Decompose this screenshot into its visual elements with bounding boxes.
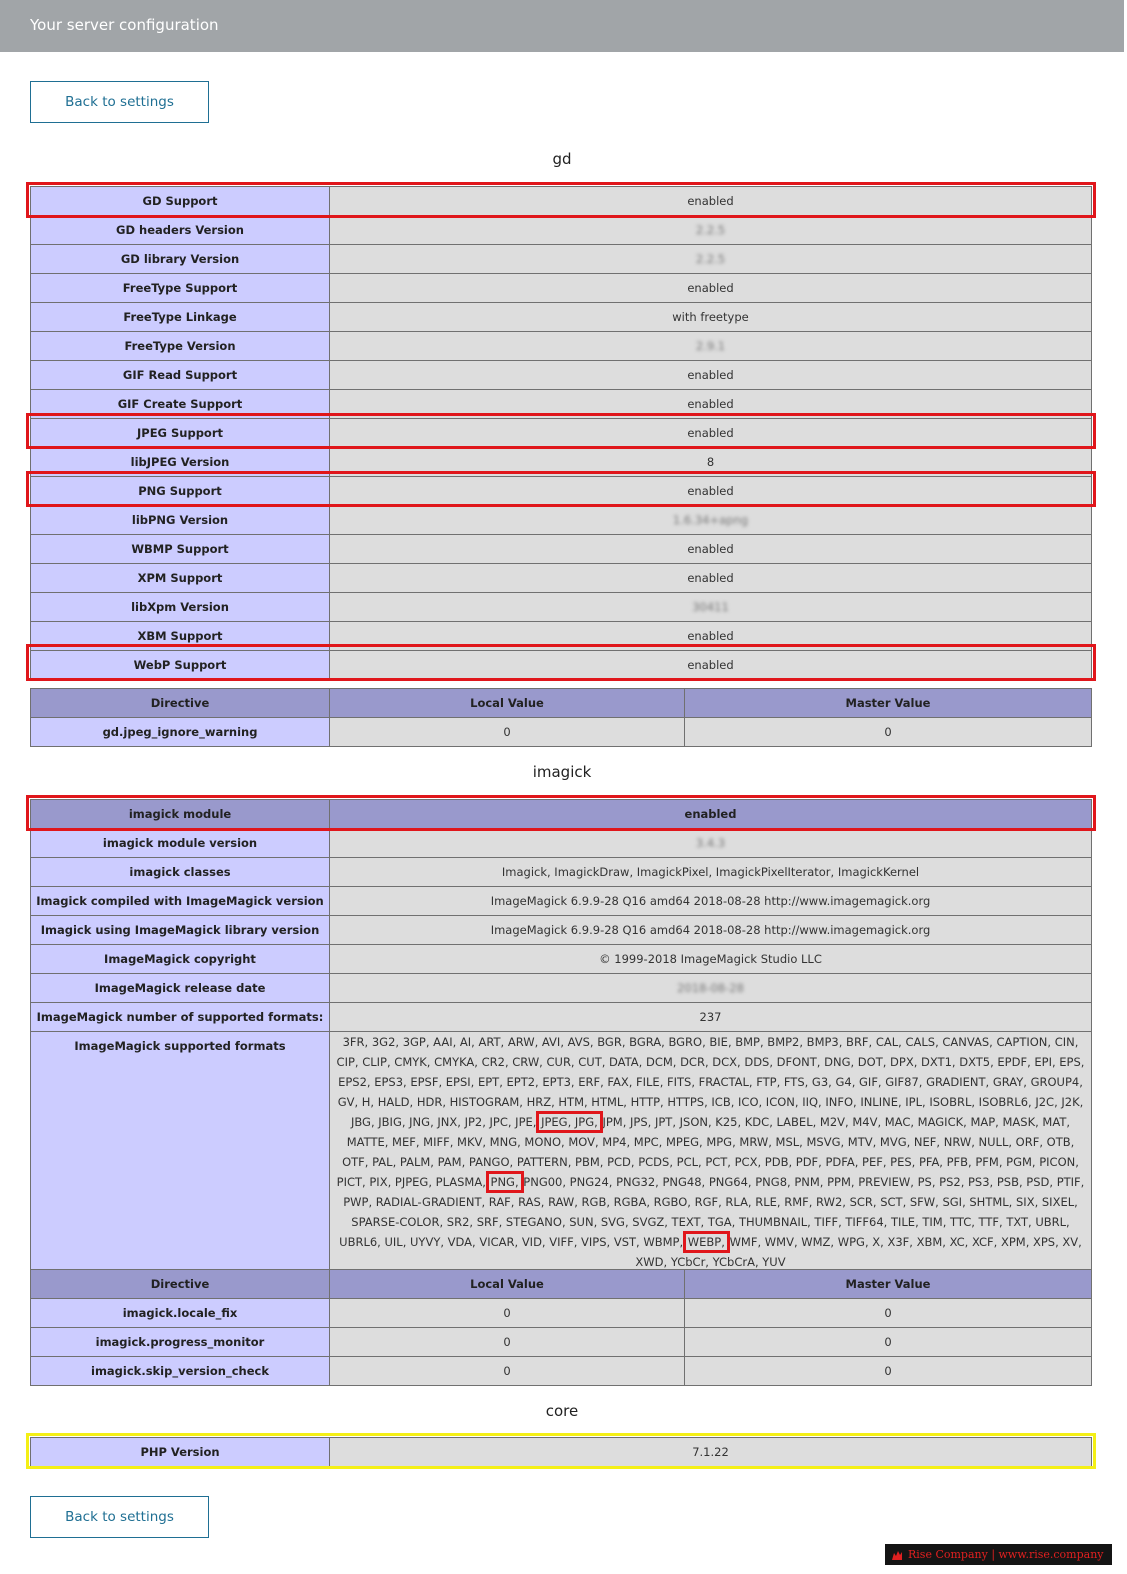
page-header [0, 0, 1124, 52]
row-key: XPM Support [31, 564, 330, 593]
gd-info-table [30, 186, 1092, 680]
section-title-imagick: imagick [532, 763, 592, 781]
formats-key: ImageMagick supported formats [31, 1032, 330, 1273]
table-row [31, 274, 1092, 303]
table-row [31, 858, 1092, 887]
row-key: imagick classes [31, 858, 330, 887]
table-row [31, 718, 1092, 747]
row-key: JPEG Support [31, 419, 330, 448]
master-value: 0 [685, 1357, 1092, 1386]
back-to-settings-button-top[interactable]: Back to settings [30, 81, 209, 123]
row-value-blurred: 3.4.3 [695, 836, 726, 850]
row-value: 237 [330, 1003, 1092, 1032]
row-key: GIF Read Support [31, 361, 330, 390]
row-value [330, 506, 1092, 535]
row-value: © 1999-2018 ImageMagick Studio LLC [330, 945, 1092, 974]
master-value: 0 [685, 1299, 1092, 1328]
row-key: libJPEG Version [31, 448, 330, 477]
master-value: 0 [685, 718, 1092, 747]
row-value: enabled [330, 622, 1092, 651]
row-value: enabled [330, 274, 1092, 303]
column-header: Local Value [330, 1270, 685, 1299]
directive-name: imagick.progress_monitor [31, 1328, 330, 1357]
row-value: 7.1.22 [330, 1438, 1092, 1467]
table-row [31, 361, 1092, 390]
table-row [31, 1032, 1092, 1273]
row-value [330, 245, 1092, 274]
row-value: enabled [330, 419, 1092, 448]
table-row [31, 829, 1092, 858]
table-row [31, 593, 1092, 622]
back-to-settings-button-bottom[interactable]: Back to settings [30, 1496, 209, 1538]
local-value: 0 [330, 1328, 685, 1357]
directive-name: gd.jpeg_ignore_warning [31, 718, 330, 747]
section-title-core: core [545, 1402, 579, 1420]
directive-name: imagick.skip_version_check [31, 1357, 330, 1386]
table-row [31, 945, 1092, 974]
rise-company-logo-icon [891, 1549, 903, 1561]
table-row [31, 477, 1092, 506]
watermark-text: Rise Company | www.rise.company [908, 1548, 1104, 1561]
gd-directives-table [30, 688, 1092, 747]
row-value-blurred: 2.2.5 [695, 223, 726, 237]
column-header: Master Value [685, 1270, 1092, 1299]
table-row [31, 332, 1092, 361]
row-value: ImageMagick 6.9.9-28 Q16 amd64 2018-08-28 http://www.imagemagick.org [330, 916, 1092, 945]
table-row [31, 419, 1092, 448]
formats-text-3: PNG00, PNG24, PNG32, PNG48, PNG64, PNG8, PNM, PPM, PREVIEW, PS, PS2, PS3, PSB, PSD, PTIF, PWP, RADIAL-GRADIENT, RAF, RAS, RAW, RGB, RGBA, RGBO, RGF, RLA, RLE, RMF, RW2, SCR, SCT, SFW, SGI, SHTML, SIX, SIXEL, SPARSE-COLOR, SR2, SRF, STEGANO, SUN, SVG, SVGZ, TEXT, TGA, THUMBNAIL, TIFF, TIFF64, TILE, TIM, TTC, TTF, TXT, UBRL, UBRL6, UIL, UYVY, VDA, VICAR, VID, VIFF, VIPS, VST, WBMP, [339, 1175, 1085, 1249]
master-value: 0 [685, 1328, 1092, 1357]
table-row [31, 1299, 1092, 1328]
row-key: FreeType Linkage [31, 303, 330, 332]
formats-text-4: WMF, WMV, WMZ, WPG, X, X3F, XBM, XC, XCF, XPM, XPS, XV, XWD, YCbCr, YCbCrA, YUV [635, 1235, 1082, 1269]
imagick-info-table [30, 799, 1092, 1273]
row-key: GD headers Version [31, 216, 330, 245]
row-key: ImageMagick release date [31, 974, 330, 1003]
row-key: Imagick compiled with ImageMagick version [31, 887, 330, 916]
row-value [330, 829, 1092, 858]
row-value [330, 974, 1092, 1003]
table-row [31, 245, 1092, 274]
row-value [330, 332, 1092, 361]
row-key: GD Support [31, 187, 330, 216]
table-row [31, 916, 1092, 945]
table-row [31, 303, 1092, 332]
formats-value [330, 1032, 1092, 1273]
table-row [31, 1357, 1092, 1386]
table-row [31, 1003, 1092, 1032]
watermark [885, 1544, 1112, 1565]
row-key: GIF Create Support [31, 390, 330, 419]
row-value: Imagick, ImagickDraw, ImagickPixel, ImagickPixelIterator, ImagickKernel [330, 858, 1092, 887]
table-row [31, 651, 1092, 680]
table-row [31, 216, 1092, 245]
column-header: Master Value [685, 689, 1092, 718]
row-key: PNG Support [31, 477, 330, 506]
formats-highlight-webp: WEBP, [687, 1235, 725, 1249]
table-row [31, 622, 1092, 651]
table-row [31, 800, 1092, 829]
row-key: WebP Support [31, 651, 330, 680]
row-value: enabled [330, 564, 1092, 593]
row-value [330, 593, 1092, 622]
table-row [31, 535, 1092, 564]
row-value [330, 216, 1092, 245]
table-row [31, 448, 1092, 477]
local-value: 0 [330, 718, 685, 747]
column-header: Directive [31, 1270, 330, 1299]
row-key: Imagick using ImageMagick library version [31, 916, 330, 945]
row-key: XBM Support [31, 622, 330, 651]
row-key: FreeType Version [31, 332, 330, 361]
local-value: 0 [330, 1299, 685, 1328]
row-key: PHP Version [31, 1438, 330, 1467]
core-info-table [30, 1437, 1092, 1467]
formats-text-2: JPM, JPS, JPT, JSON, K25, KDC, LABEL, M2V, M4V, MAC, MAGICK, MAP, MASK, MAT, MATTE, MEF, MIFF, MKV, MNG, MONO, MOV, MP4, MPC, MPEG, MPG, MRW, MSL, MSVG, MTV, MVG, NEF, NRW, NULL, ORF, OTB, OTF, PAL, PALM, PAM, PANGO, PATTERN, PBM, PCD, PCDS, PCL, PCT, PCX, PDB, PDF, PDFA, PEF, PES, PFA, PFB, PFM, PGM, PICON, PICT, PIX, PJPEG, PLASMA, [336, 1115, 1079, 1189]
formats-highlight-jpeg: JPEG, JPG, [541, 1115, 598, 1129]
row-value-blurred: 2.2.5 [695, 252, 726, 266]
row-key: FreeType Support [31, 274, 330, 303]
row-value: with freetype [330, 303, 1092, 332]
table-row [31, 1438, 1092, 1467]
row-key: imagick module version [31, 829, 330, 858]
row-key: ImageMagick copyright [31, 945, 330, 974]
table-row [31, 564, 1092, 593]
table-row [31, 390, 1092, 419]
page-title: Your server configuration [30, 16, 219, 34]
row-value-blurred: 2018-08-28 [677, 981, 744, 995]
table-row [31, 974, 1092, 1003]
row-key: libXpm Version [31, 593, 330, 622]
column-header: Local Value [330, 689, 685, 718]
table-row [31, 887, 1092, 916]
table-row [31, 506, 1092, 535]
row-key: ImageMagick number of supported formats: [31, 1003, 330, 1032]
row-key: libPNG Version [31, 506, 330, 535]
table-row [31, 1328, 1092, 1357]
section-title-gd: gd [552, 150, 572, 168]
row-value: enabled [330, 651, 1092, 680]
row-value: ImageMagick 6.9.9-28 Q16 amd64 2018-08-28 http://www.imagemagick.org [330, 887, 1092, 916]
column-header: Directive [31, 689, 330, 718]
row-value-blurred: 2.9.1 [695, 339, 726, 353]
formats-text-1: 3FR, 3G2, 3GP, AAI, AI, ART, ARW, AVI, AVS, BGR, BGRA, BGRO, BIE, BMP, BMP2, BMP3, BRF, CAL, CALS, CANVAS, CAPTION, CIN, CIP, CLIP, CMYK, CMYKA, CR2, CRW, CUR, CUT, DATA, DCM, DCR, DCX, DDS, DFONT, DNG, DOT, DPX, DXT1, DXT5, EPDF, EPI, EPS, EPS2, EPS3, EPSF, EPSI, EPT, EPT2, EPT3, ERF, FAX, FILE, FITS, FRACTAL, FTP, FTS, G3, G4, GIF, GIF87, GRADIENT, GRAY, GROUP4, GV, H, HALD, HDR, HISTOGRAM, HRZ, HTM, HTML, HTTP, HTTPS, ICB, ICO, ICON, IIQ, INFO, INLINE, IPL, ISOBRL, ISOBRL6, J2C, J2K, JBG, JBIG, JNG, JNX, JP2, JPC, JPE, [336, 1035, 1085, 1129]
row-value-blurred: 1.6.34+apng [672, 513, 749, 527]
local-value: 0 [330, 1357, 685, 1386]
row-value: enabled [330, 361, 1092, 390]
row-key: WBMP Support [31, 535, 330, 564]
imagick-module-key: imagick module [31, 800, 330, 829]
row-value: enabled [330, 390, 1092, 419]
row-value: enabled [330, 535, 1092, 564]
row-value: enabled [330, 477, 1092, 506]
row-value: enabled [330, 187, 1092, 216]
imagick-directives-table [30, 1269, 1092, 1386]
directive-name: imagick.locale_fix [31, 1299, 330, 1328]
row-key: GD library Version [31, 245, 330, 274]
row-value: 8 [330, 448, 1092, 477]
formats-highlight-png: PNG, [490, 1175, 519, 1189]
imagick-module-value: enabled [330, 800, 1092, 829]
row-value-blurred: 30411 [692, 600, 729, 614]
table-row [31, 187, 1092, 216]
